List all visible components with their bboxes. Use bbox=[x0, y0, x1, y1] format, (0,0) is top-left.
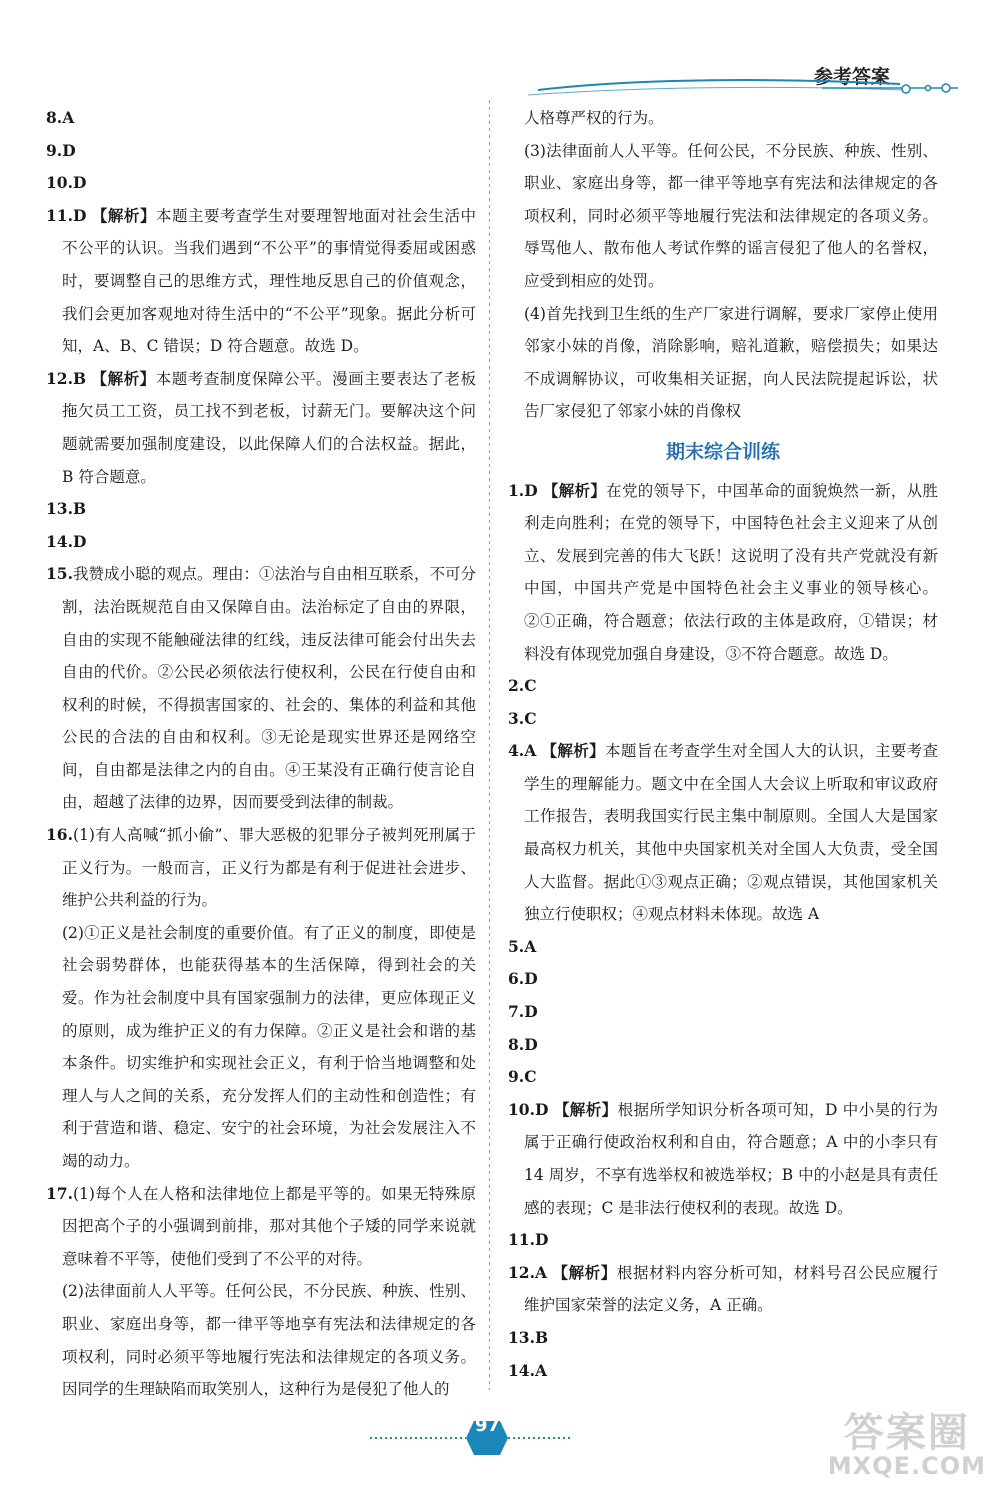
answer-number: 11. bbox=[508, 1230, 535, 1250]
answer-text: (1)有人高喊“抓小偷”、罪大恶极的犯罪分子被判死刑属于正义行为。一般而言，正义行为都是有利于促进社会进步、维护公共利益的行为。 bbox=[62, 826, 476, 910]
answer-choice: D bbox=[72, 173, 87, 193]
answer-item bbox=[46, 363, 476, 493]
answer-text: 根据材料内容分析可知，材料号召公民应履行维护国家荣誉的法定义务，A 正确。 bbox=[524, 1263, 938, 1315]
answer-number: 10. bbox=[508, 1099, 535, 1119]
answer-text: 我赞成小聪的观点。理由：①法治与自由相互联系，不可分割，法治既规范自由又保障自由。法治标定了自由的界限，自由的实现不能触碰法律的红线，违反法律可能会付出失去自由的代价。②公民必须依法行使权利，公民在行使自由和权利的时候，不得损害国家的、社会的、集体的利益和其他公民的合法的自由和权利。③无论是现实世界还是网络空间，自由都是法律之内的自由。④王某没有正确行使言论自由，超越了法律的边界，因而要受到法律的制裁。 bbox=[62, 565, 476, 812]
answer-number: 11. bbox=[46, 205, 73, 225]
answer-text: 在党的领导下，中国革命的面貌焕然一新，从胜利走向胜利；在党的领导下，中国特色社会主义迎来了从创立、发展到完善的伟大飞跃！这说明了没有共产党就没有新中国，中国共产党是中国特色社会主义事业的领导核心。②①正确，符合题意；依法行政的主体是政府，①错误；材料没有体现党加强自身建设，③不符合题意。故选 D。 bbox=[524, 481, 938, 663]
answer-number: 7. bbox=[508, 1002, 525, 1022]
answer-number: 3. bbox=[508, 708, 525, 728]
section-title: 期末综合训练 bbox=[665, 440, 780, 463]
answer-item bbox=[46, 917, 476, 1178]
answer-choice: D bbox=[524, 1002, 538, 1022]
answer-item bbox=[508, 735, 938, 931]
answer-number: 9. bbox=[508, 1067, 525, 1087]
answer-item bbox=[46, 526, 476, 559]
answer-number: 4. bbox=[508, 741, 525, 761]
answer-number: 14. bbox=[508, 1360, 535, 1380]
answer-item bbox=[46, 167, 476, 200]
answer-number: 16. bbox=[46, 825, 73, 845]
answer-item bbox=[46, 1275, 476, 1405]
final-training-answers bbox=[508, 475, 938, 1388]
answer-number: 10. bbox=[46, 173, 73, 193]
answer-choice: A bbox=[534, 1360, 547, 1380]
answer-item bbox=[508, 102, 938, 135]
answer-choice: D bbox=[524, 1034, 538, 1054]
answer-number: 2. bbox=[508, 676, 525, 696]
answer-choice: D bbox=[524, 969, 538, 989]
answer-text: 人格尊严权的行为。 bbox=[524, 109, 664, 127]
answer-item bbox=[46, 200, 476, 363]
watermark-logo-text: 答案圈 bbox=[843, 1410, 970, 1456]
answer-choice: D bbox=[534, 1099, 549, 1119]
answer-number: 13. bbox=[508, 1327, 535, 1347]
answer-number: 6. bbox=[508, 969, 525, 989]
answer-choice: B bbox=[534, 1327, 549, 1347]
right-column-continuation bbox=[508, 102, 938, 428]
answer-item bbox=[508, 135, 938, 298]
answer-text: 本题旨在考查学生对全国人大的认识，主要考查学生的理解能力。题文中在全国人大会议上听取和审议政府工作报告，表明我国实行民主集中制原则。全国人大是国家最高权力机关，其他中央国家机关对全国人大负责，受全国人大监督。据此①③观点正确；②观点错误，其他国家机关独立行使职权；④观点材料未体现。故选 A bbox=[524, 742, 938, 924]
analysis-tag: 【解析】 bbox=[552, 1262, 617, 1282]
answer-choice: A bbox=[524, 741, 537, 761]
answer-item bbox=[508, 1029, 938, 1062]
answer-item bbox=[508, 1322, 938, 1355]
answer-number: 8. bbox=[46, 108, 63, 127]
answer-number: 14. bbox=[46, 531, 73, 551]
page-number: 97 bbox=[475, 1415, 501, 1436]
answer-choice: C bbox=[524, 1067, 537, 1087]
answer-text: (2)①正义是社会制度的重要价值。有了正义的制度，即使是社会弱势群体，也能获得基本的生活保障，得到社会的关爱。作为社会制度中具有国家强制力的法律，更应体现正义的原则，成为维护正义的有力保障。②正义是社会和谐的基本条件。切实维护和实现社会正义，有利于恰当地调整和处理人与人之间的关系，充分发挥人们的主动性和创造性；有利于营造和谐、稳定、安宁的社会环境，为社会发展注入不竭的动力。 bbox=[62, 923, 476, 1170]
answer-number: 8. bbox=[508, 1034, 525, 1054]
answer-item bbox=[508, 931, 938, 964]
left-column bbox=[46, 102, 476, 1406]
analysis-tag: 【解析】 bbox=[542, 480, 607, 500]
answer-item bbox=[46, 493, 476, 526]
answer-item bbox=[508, 996, 938, 1029]
analysis-tag: 【解析】 bbox=[541, 741, 606, 761]
answer-choice: A bbox=[534, 1262, 547, 1282]
answer-item bbox=[508, 475, 938, 671]
answer-number: 9. bbox=[46, 140, 63, 160]
answer-number: 13. bbox=[46, 499, 73, 519]
answer-number: 12. bbox=[46, 368, 73, 388]
watermark bbox=[828, 1412, 986, 1479]
analysis-tag: 【解析】 bbox=[91, 368, 156, 388]
answer-number: 17. bbox=[46, 1183, 73, 1203]
answer-item bbox=[508, 298, 938, 428]
right-column bbox=[508, 102, 938, 1387]
watermark-site-text: MXQE.COM bbox=[827, 1452, 986, 1480]
answer-choice: D bbox=[72, 531, 87, 551]
answer-item bbox=[46, 819, 476, 917]
answer-number: 5. bbox=[508, 936, 525, 956]
answer-item bbox=[508, 1257, 938, 1322]
answer-text: (2)法律面前人人平等。任何公民，不分民族、种族、性别、职业、家庭出身等，都一律平等地享有宪法和法律规定的各项权利，同时必须平等地履行宪法和法律规定的各项义务。因同学的生理缺陷而取笑别人，这种行为是侵犯了他人的 bbox=[62, 1282, 476, 1399]
answer-choice: D bbox=[524, 480, 538, 500]
answer-text: (1)每个人在人格和法律地位上都是平等的。如果无特殊原因把高个子的小强调到前排，那对其他个子矮的同学来说就意味着不平等，使他们受到了不公平的对待。 bbox=[62, 1184, 476, 1268]
answer-item bbox=[46, 135, 476, 168]
column-divider bbox=[489, 100, 490, 1390]
answer-text: 根据所学知识分析各项可知，D 中小昊的行为属于正确行使政治权利和自由，符合题意；A 中的小李只有 14 周岁，不享有选举权和被选举权；B 中的小赵是具有责任感的表现；C 是非法行使权利的表现。故选 D。 bbox=[524, 1100, 938, 1217]
answer-item bbox=[508, 1061, 938, 1094]
answer-text: (3)法律面前人人平等。任何公民，不分民族、种族、性别、职业、家庭出身等，都一律平等地享有宪法和法律规定的各项权利，同时必须平等地履行宪法和法律规定的各项义务。辱骂他人、散布他人考试作弊的谣言侵犯了他人的名誉权，应受到相应的处罚。 bbox=[524, 141, 938, 290]
answer-item bbox=[508, 670, 938, 703]
answer-item bbox=[46, 558, 476, 819]
answer-text: (4)首先找到卫生纸的生产厂家进行调解，要求厂家停止使用邻家小妹的肖像，消除影响，赔礼道歉，赔偿损失；如果达不成调解协议，可收集相关证据，向人民法院提起诉讼，状告厂家侵犯了邻家小妹的肖像权 bbox=[524, 304, 938, 421]
answer-number: 15. bbox=[46, 564, 73, 584]
answer-item bbox=[46, 102, 476, 135]
answer-item bbox=[508, 963, 938, 996]
answer-choice: A bbox=[62, 108, 75, 127]
answer-item bbox=[508, 1094, 938, 1224]
answer-choice: B bbox=[72, 499, 87, 519]
answer-text: 本题考查制度保障公平。漫画主要表达了老板拖欠员工工资，员工找不到老板，讨薪无门。要解决这个问题就需要加强制度建设，以此保障人们的合法权益。据此，B 符合题意。 bbox=[62, 369, 476, 486]
answer-choice: D bbox=[62, 140, 76, 160]
answer-number: 1. bbox=[508, 480, 525, 500]
answer-choice: C bbox=[524, 708, 537, 728]
answer-choice: C bbox=[524, 676, 537, 696]
answer-item bbox=[46, 1178, 476, 1276]
answer-choice: A bbox=[524, 936, 537, 956]
answer-item bbox=[508, 1224, 938, 1257]
header-title: 参考答案 bbox=[814, 66, 891, 88]
header-decoration-line bbox=[0, 0, 1000, 110]
answer-item bbox=[508, 703, 938, 736]
analysis-tag: 【解析】 bbox=[91, 205, 156, 225]
answer-choice: B bbox=[72, 368, 87, 388]
answer-number: 12. bbox=[508, 1262, 535, 1282]
analysis-tag: 【解析】 bbox=[553, 1099, 618, 1119]
answer-item bbox=[508, 1355, 938, 1388]
answer-text: 本题主要考查学生对要理智地面对社会生活中不公平的认识。当我们遇到“不公平”的事情觉得委屈或困惑时，要调整自己的思维方式，理性地反思自己的价值观念，我们会更加客观地对待生活中的“不公平”现象。据此分析可知，A、B、C 错误；D 符合题意。故选 D。 bbox=[62, 206, 476, 356]
answer-choice: D bbox=[72, 205, 87, 225]
answer-choice: D bbox=[534, 1230, 549, 1250]
